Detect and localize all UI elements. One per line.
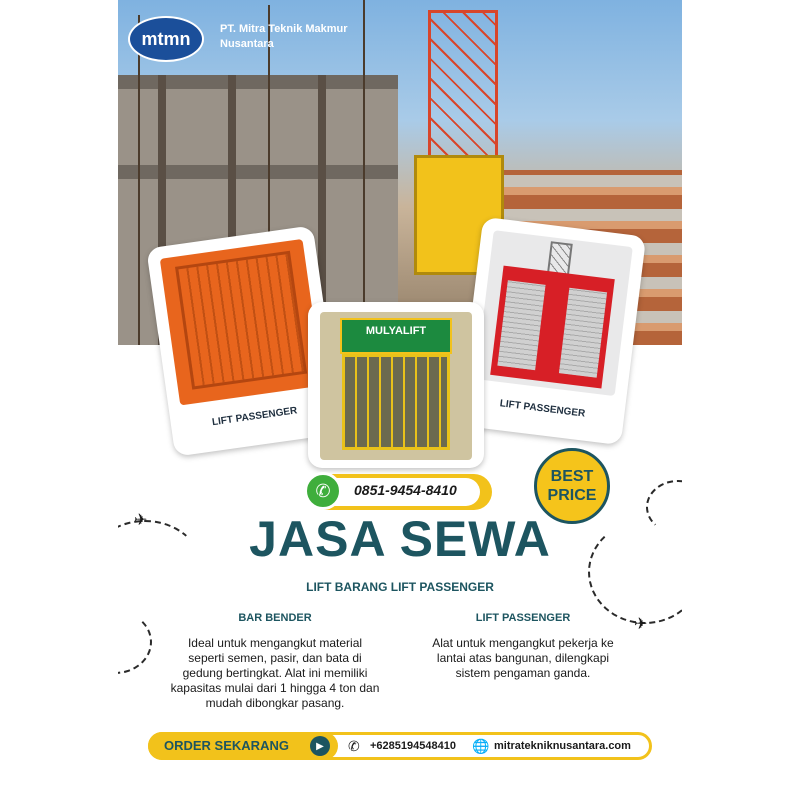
photo-card-center	[308, 302, 484, 468]
badge-line2: PRICE	[547, 487, 597, 504]
photo-card-right	[458, 217, 646, 445]
yellow-lift-photo	[320, 312, 472, 460]
lift-tower	[428, 10, 498, 160]
headline-subtitle: LIFT BARANG LIFT PASSENGER	[306, 580, 494, 594]
card-caption: LIFT PASSENGER	[211, 405, 298, 429]
lift-door	[497, 280, 545, 370]
airplane-icon: ✈	[134, 512, 148, 529]
dashed-flight-path	[118, 610, 152, 674]
lift-cage	[342, 354, 450, 450]
footer-website[interactable]: mitrateknik​nusantara.com	[494, 740, 631, 752]
lift-cage	[175, 251, 307, 390]
whatsapp-icon[interactable]: ✆	[304, 472, 342, 510]
order-button-label[interactable]: ORDER SEKARANG	[164, 738, 289, 753]
column-heading-lift-passenger: LIFT PASSENGER	[475, 612, 571, 624]
lift-body	[490, 266, 615, 389]
headline-title: JASA SEWA	[249, 511, 551, 567]
logo-text: mtmn	[141, 28, 191, 49]
phone-icon: ✆	[348, 738, 360, 754]
poster	[118, 0, 682, 800]
company-logo	[128, 16, 204, 62]
rebar	[138, 15, 140, 345]
footer-phone[interactable]: +6285194548410	[370, 740, 456, 752]
play-arrow-icon[interactable]: ▶	[310, 736, 330, 756]
lift-sign: MULYALIFT	[340, 318, 452, 354]
column-text-lift-passenger: Alat untuk mengangkut pekerja ke lantai atas bangunan, dilengkapi sistem pengaman ganda.	[432, 636, 614, 680]
airplane-icon: ✈	[634, 616, 648, 633]
red-lift-photo	[476, 230, 633, 396]
card-caption: LIFT PASSENGER	[499, 398, 586, 420]
column-text-bar-bender: Ideal untuk mengangkut material seperti semen, pasir, dan bata di gedung bertingkat. Alat ini memiliki kapasitas mulai dari 1 hingga 4 ton dan mudah dibongkar pasang.	[170, 636, 380, 710]
lift-door	[559, 288, 607, 378]
orange-lift-photo	[160, 239, 323, 406]
contact-phone[interactable]: 0851-9454-8410	[354, 482, 457, 498]
globe-icon: 🌐	[472, 738, 490, 754]
badge-line1: BEST	[550, 468, 594, 485]
company-name: PT. Mitra Teknik Makmur Nusantara	[220, 23, 348, 50]
column-heading-bar-bender: BAR BENDER	[238, 612, 312, 624]
